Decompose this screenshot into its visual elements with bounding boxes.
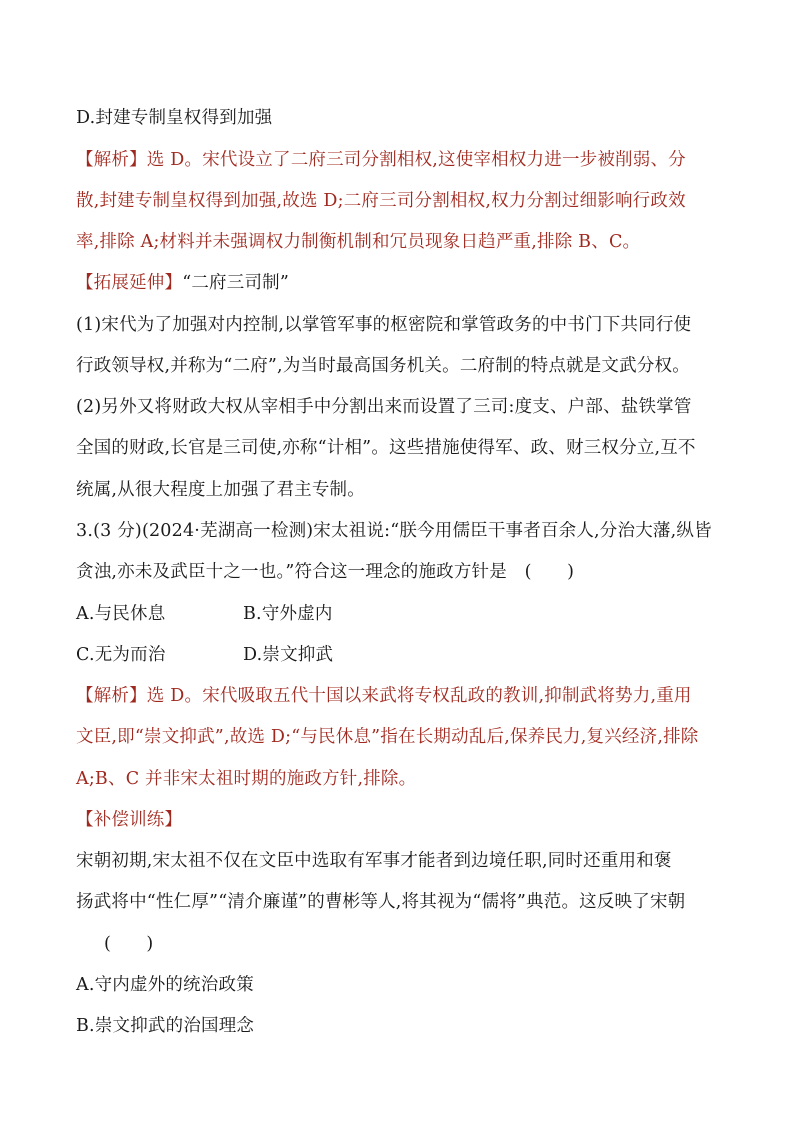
answer-blank: ( ) bbox=[104, 934, 154, 954]
extension-point-2-line-1: (2)另外又将财政大权从宰相手中分割出来而设置了三司:度支、户部、盐铁掌管 bbox=[76, 397, 692, 417]
option-a: A.与民休息 bbox=[76, 604, 166, 624]
analysis-2-line-2: 文臣,即“崇文抑武”,故选 D;“与民休息”指在长期动乱后,保养民力,复兴经济,排除 bbox=[76, 727, 699, 747]
question-3-line-1: 3.(3 分)(2024·芜湖高一检测)宋太祖说:“朕今用儒臣干事者百余人,分治大藩,纵皆 bbox=[76, 521, 712, 541]
supplement-option-a: A.守内虚外的统治政策 bbox=[76, 975, 254, 995]
supplement-question-line-2: 扬武将中“性仁厚”“清介廉谨”的曹彬等人,将其视为“儒将”典范。这反映了宋朝 bbox=[76, 892, 686, 912]
extension-point-1-line-2: 行政领导权,并称为“二府”,为当时最高国务机关。二府制的特点就是文武分权。 bbox=[76, 356, 690, 376]
extension-title: “二府三司制” bbox=[182, 273, 289, 293]
analysis-line-3: 率,排除 A;材料并未强调权力制衡机制和冗员现象日趋严重,排除 B、C。 bbox=[76, 232, 641, 252]
supplement-option-b: B.崇文抑武的治国理念 bbox=[76, 1016, 255, 1036]
supplement-heading: 【补偿训练】 bbox=[76, 810, 183, 830]
analysis-2-line-1: 【解析】选 D。宋代吸取五代十国以来武将专权乱政的教训,抑制武将势力,重用 bbox=[76, 686, 692, 706]
extension-point-2-line-3: 统属,从很大程度上加强了君主专制。 bbox=[76, 480, 365, 500]
extension-point-2-line-2: 全国的财政,长官是三司使,亦称“计相”。这些措施使得军、政、财三权分立,互不 bbox=[76, 438, 696, 458]
extension-point-1-line-1: (1)宋代为了加强对内控制,以掌管军事的枢密院和掌管政务的中书门下共同行使 bbox=[76, 315, 692, 335]
analysis-line-2: 散,封建专制皇权得到加强,故选 D;二府三司分割相权,权力分割过细影响行政效 bbox=[76, 191, 686, 211]
option-d: D.崇文抑武 bbox=[243, 645, 334, 665]
question-3-line-2: 贪浊,亦未及武臣十之一也。”符合这一理念的施政方针是 ( ) bbox=[76, 562, 575, 582]
analysis-2-line-3: A;B、C 并非宋太祖时期的施政方针,排除。 bbox=[76, 769, 417, 789]
supplement-question-line-1: 宋朝初期,宋太祖不仅在文臣中选取有军事才能者到边境任职,同时还重用和褒 bbox=[76, 851, 672, 871]
analysis-line-1: 【解析】选 D。宋代设立了二府三司分割相权,这使宰相权力进一步被削弱、分 bbox=[76, 150, 686, 170]
extension-label: 【拓展延伸】 bbox=[76, 273, 183, 293]
option-d-previous: D.封建专制皇权得到加强 bbox=[76, 108, 273, 128]
extension-heading bbox=[76, 271, 289, 295]
option-b: B.守外虚内 bbox=[243, 604, 333, 624]
option-c: C.无为而治 bbox=[76, 645, 166, 665]
